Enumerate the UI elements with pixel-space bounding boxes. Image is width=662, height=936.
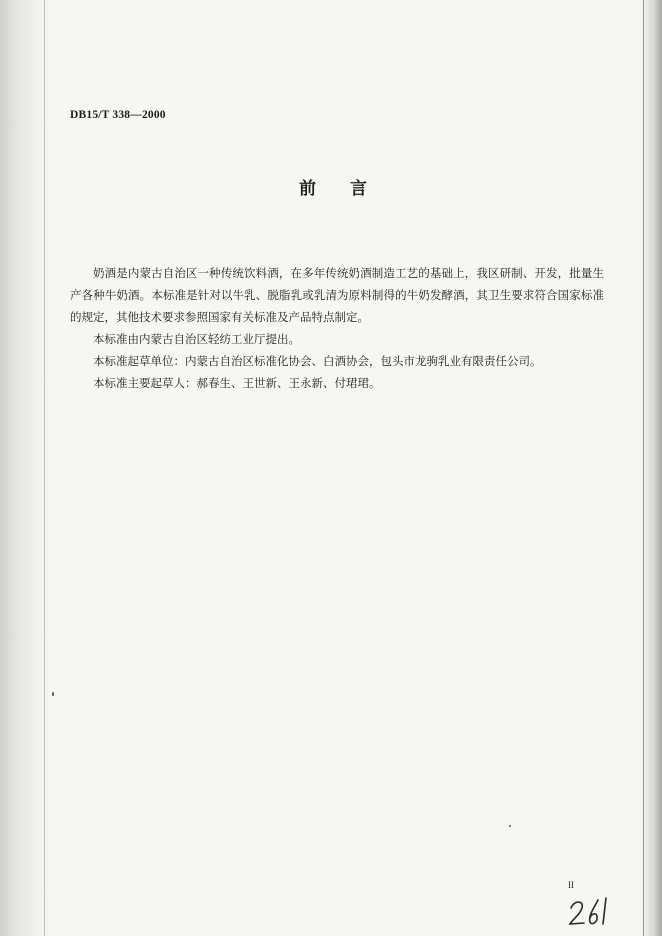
scan-right-edge-line <box>643 0 644 936</box>
paragraph-drafting-units: 本标准起草单位：内蒙古自治区标准化协会、白酒协会，包头市龙驹乳业有限责任公司。 <box>93 354 542 368</box>
page-number: II <box>568 880 574 890</box>
handwritten-number <box>566 888 616 928</box>
scan-binding-edge <box>44 0 45 936</box>
standard-code: DB15/T 338—2000 <box>70 109 166 121</box>
paragraph-intro: 奶酒是内蒙古自治区一种传统饮料酒，在多年传统奶酒制造工艺的基础上，我区研制、开发，批量生产各种牛奶酒。本标准是针对以牛乳、脱脂乳或乳清为原料制得的牛奶发酵酒，其卫生要求符合国家标准的规定，其他技术要求参照国家有关标准及产品特点制定。 <box>70 266 604 324</box>
scan-binding-shadow <box>0 0 46 936</box>
foreword-body <box>70 262 604 394</box>
paragraph-drafters: 本标准主要起草人：郝春生、王世新、王永新、付珺珺。 <box>93 376 381 390</box>
paragraph-proposer: 本标准由内蒙古自治区轻纺工业厅提出。 <box>93 332 300 346</box>
scan-speck <box>52 692 54 696</box>
scan-speck <box>509 825 511 827</box>
page-title: 前言 <box>299 179 401 199</box>
